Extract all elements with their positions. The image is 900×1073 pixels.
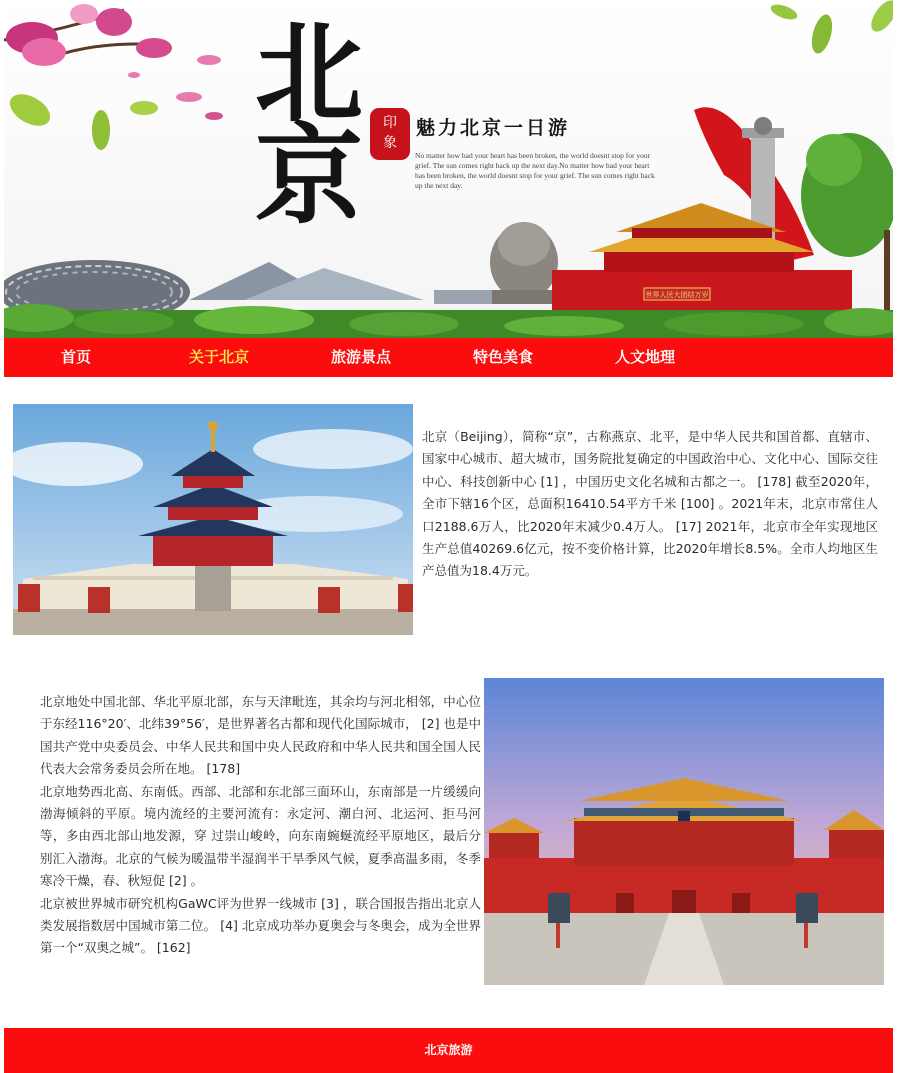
seal-line-2: 象 (383, 135, 397, 151)
nav-item-attractions[interactable]: 旅游景点 (331, 348, 392, 366)
seal-line-1: 印 (383, 115, 397, 131)
geography-paragraph-2: 北京地势西北高、东南低。西部、北部和东北部三面环山，东南部是一片缓缓向渤海倾斜的平原。境内流经的主要河流有：永定河、潮白河、北运河、拒马河等，多由西北部山地发源，穿 过崇山峻岭，向东南蜿蜒流经平原地区，最后分别汇入渤海。北京的气候为暖温带半湿润半干旱季风气候，夏季高温多雨，冬季寒冷干燥，春、秋短促 [2] 。 (40, 783, 481, 889)
nav-item-culture-geography[interactable]: 人文地理 (615, 348, 676, 366)
intro-text-block (422, 426, 878, 583)
temple-of-heaven-image (13, 404, 413, 635)
temple-of-heaven-photo (13, 404, 413, 635)
nav-item-food[interactable]: 特色美食 (473, 348, 534, 366)
intro-paragraph: 北京（Beijing），简称“京”，古称燕京、北平，是中华人民共和国首都、直辖市、国家中心城市、超大城市，国务院批复确定的中国政治中心、文化中心、国际交往中心、科技创新中心 [1] ，中国历史文化名城和古都之一。 [178] 截至2020年，全市下辖16个区，总面积16410.54平方千米 [100] 。2021年末，北京市常住人口2188.6万人，比2020年末减少0.4万人。 [17] 2021年，北京市全年实现地区生产总值40269.6亿元，按不变价格计算，比2020年增长8.5%。全市人均地区生产总值为18.4万元。 (422, 429, 878, 579)
banner-quote: No matter how bad your heart has been broken, the world doesnt stop for your grief. The sun comes right back up the next day.No matter how bad your heart has been broken, the world doesnt stop for your grief. The sun comes right back up the next day. (415, 151, 655, 190)
footer-text: 北京旅游 (424, 1043, 473, 1057)
geography-text-block (40, 691, 481, 960)
main-nav (4, 338, 893, 377)
geography-paragraph-1: 北京地处中国北部、华北平原北部，东与天津毗连，其余均与河北相邻，中心位于东经116°20′、北纬39°56′，是世界著名古都和现代化国际城市， [2] 也是中国共产党中央委员会、中华人民共和国中央人民政府和中华人民共和国全国人民代表大会常务委员会所在地。 [178] (40, 694, 481, 777)
banner-tagline: 魅力北京一日游 (416, 117, 571, 139)
nav-item-about-beijing[interactable]: 关于北京 (189, 348, 250, 366)
seal-stamp (370, 108, 410, 160)
header-banner (4, 0, 893, 338)
forbidden-city-photo (484, 678, 884, 985)
forbidden-city-image (484, 678, 884, 985)
geography-paragraph-3: 北京被世界城市研究机构GaWC评为世界一线城市 [3] ，联合国报告指出北京人类发展指数居中国城市第二位。 [4] 北京成功举办夏奥会与冬奥会，成为全世界第一个“双奥之城”。 [162] (40, 895, 481, 956)
banner-title-bottom: 京 (254, 113, 363, 239)
nav-item-home[interactable]: 首页 (61, 348, 92, 366)
banner-title-top: 北 (254, 11, 363, 137)
page-footer (4, 1028, 893, 1073)
gate-sign: 世界人民大团结万岁 (645, 291, 709, 299)
